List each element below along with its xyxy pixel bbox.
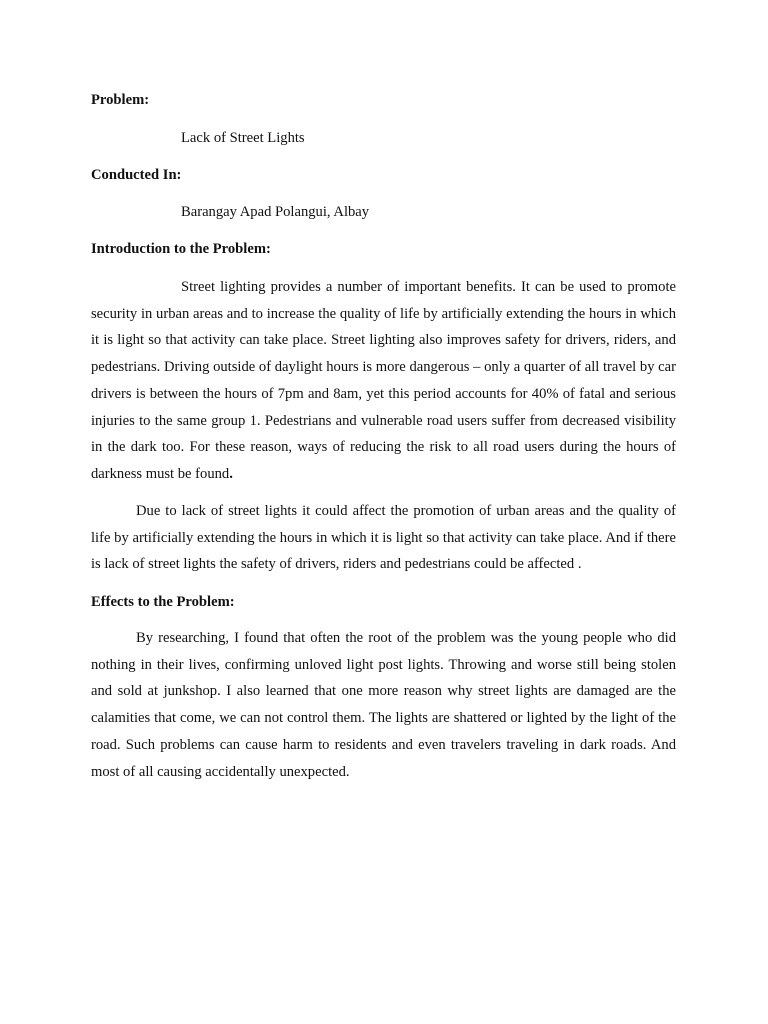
- introduction-paragraph-2: Due to lack of street lights it could affect the promotion of urban areas and the quality of life by artificially extending the hours in which it is light so that activity can take place. And if there is lack of street lights the safety of drivers, riders and pedestrians could be affected .: [91, 503, 676, 573]
- conducted-heading: Conducted In:: [91, 167, 182, 183]
- conducted-value: Barangay Apad Polangui, Albay: [181, 204, 370, 220]
- introduction-heading: Introduction to the Problem:: [91, 241, 271, 257]
- introduction-paragraph-1: [91, 274, 676, 488]
- introduction-paragraph-1-end: .: [229, 465, 233, 482]
- introduction-paragraph-1-text: Street lighting provides a number of important benefits. It can be used to promote security in urban areas and to increase the quality of life by artificially extending the hours in which it is light so that activity can take place. Street lighting also improves safety for drivers, riders, and pedestrians. Driving outside of daylight hours is more dangerous – only a quarter of all travel by car drivers is between the hours of 7pm and 8am, yet this period accounts for 40% of fatal and serious injuries to the same group 1. Pedestrians and vulnerable road users suffer from decreased visibility in the dark too. For these reason, ways of reducing the risk to all road users during the hours of darkness must be found: [91, 279, 676, 482]
- effects-paragraph: By researching, I found that often the root of the problem was the young people who did nothing in their lives, confirming unloved light post lights. Throwing and worse still being stolen and sold at junkshop. I also learned that one more reason why street lights are damaged are the calamities that come, we can not control them. The lights are shattered or lighted by the light of the road. Such problems can cause harm to residents and even travelers traveling in dark roads. And most of all causing accidentally unexpected.: [91, 630, 676, 780]
- effects-heading: Effects to the Problem:: [91, 594, 235, 610]
- problem-value: Lack of Street Lights: [181, 130, 305, 146]
- problem-heading: Problem:: [91, 92, 150, 108]
